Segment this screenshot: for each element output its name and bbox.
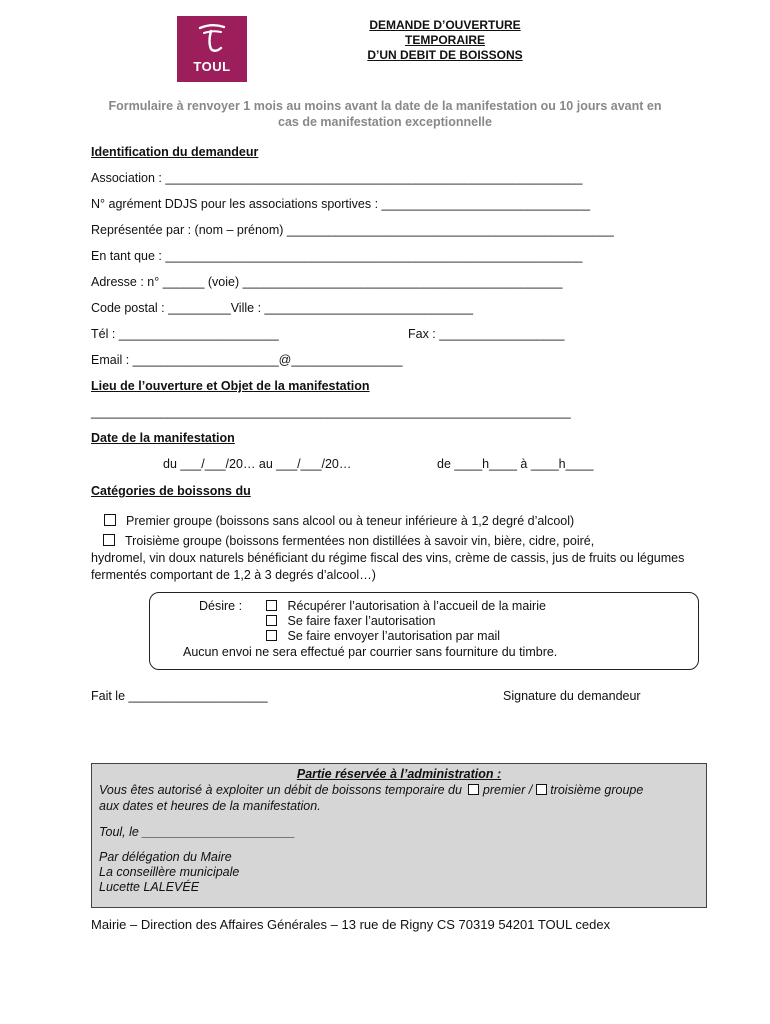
- option-mail[interactable]: [266, 629, 500, 643]
- hours-range-field[interactable]: de ____h____ à ____h____: [437, 457, 594, 471]
- groupe1-label: Premier groupe (boissons sans alcool ou à teneur inférieure à 1,2 degré d’alcool): [126, 514, 575, 528]
- groupe3-label: Troisième groupe (boissons fermentées non distillées à savoir vin, bière, cidre, poiré,: [125, 534, 595, 548]
- code-postal-field[interactable]: Code postal : _________Ville : ______________________________: [91, 301, 474, 315]
- option-recuperer-label: Récupérer l’autorisation à l’accueil de la mairie: [287, 599, 546, 613]
- admin-text-part2: aux dates et heures de la manifestation.: [99, 799, 321, 813]
- lieu-heading: Lieu de l’ouverture et Objet de la manifestation: [91, 379, 370, 393]
- subtitle-line: cas de manifestation exceptionnelle: [278, 115, 492, 129]
- option-recuperer-checkbox[interactable]: [266, 600, 277, 611]
- subtitle-line: Formulaire à renvoyer 1 mois au moins avant la date de la manifestation ou 10 jours avant en: [108, 99, 662, 113]
- admin-opt2-label: troisième groupe: [550, 783, 644, 797]
- groupe1-option[interactable]: [104, 514, 574, 528]
- conseillere-line: La conseillère municipale: [99, 865, 240, 879]
- title-line: DEMANDE D’OUVERTURE: [369, 18, 521, 32]
- date-heading: Date de la manifestation: [91, 431, 235, 445]
- lieu-field[interactable]: _____________________________________________________________________: [91, 405, 571, 419]
- option-fax-label: Se faire faxer l’autorisation: [287, 614, 436, 628]
- representee-field[interactable]: Représentée par : (nom – prénom) _______________________________________________: [91, 223, 614, 237]
- submission-instructions: [90, 98, 680, 130]
- admin-opt1-label: premier /: [482, 783, 533, 797]
- signature-label: Signature du demandeur: [503, 689, 641, 703]
- en-tant-que-field[interactable]: En tant que : ____________________________________________________________: [91, 249, 583, 263]
- fax-field[interactable]: Fax : __________________: [408, 327, 565, 341]
- option-recuperer[interactable]: [266, 599, 546, 613]
- footer-address: Mairie – Direction des Affaires Générales – 13 rue de Rigny CS 70319 54201 TOUL cedex: [91, 917, 611, 932]
- title-line: TEMPORAIRE: [404, 33, 485, 47]
- groupe1-checkbox[interactable]: [104, 514, 116, 526]
- admin-text-part1: Vous êtes autorisé à exploiter un débit de boissons temporaire du: [99, 783, 462, 797]
- option-fax-checkbox[interactable]: [266, 615, 277, 626]
- signatory-name: Lucette LALEVÉE: [99, 880, 200, 894]
- delegation-line: Par délégation du Maire: [99, 850, 232, 864]
- title-line: D’UN DEBIT DE BOISSONS: [367, 48, 523, 62]
- toul-le-field: Toul, le ______________________: [99, 825, 296, 839]
- date-range-field[interactable]: du ___/___/20… au ___/___/20…: [163, 457, 352, 471]
- option-fax[interactable]: [266, 614, 435, 628]
- desire-label: Désire :: [199, 599, 243, 613]
- association-field[interactable]: Association : ____________________________________________________________: [91, 171, 583, 185]
- email-field[interactable]: Email : _____________________@________________: [91, 353, 403, 367]
- admin-troisieme-checkbox[interactable]: [536, 784, 547, 795]
- admin-signature-block: [99, 850, 239, 895]
- toul-logo-emblem-icon: [196, 22, 228, 56]
- fait-le-field[interactable]: Fait le ____________________: [91, 689, 268, 703]
- categories-heading: Catégories de boissons du: [91, 484, 251, 498]
- option-mail-checkbox[interactable]: [266, 630, 277, 641]
- agrement-field[interactable]: N° agrément DDJS pour les associations sportives : ______________________________: [91, 197, 591, 211]
- groupe3-first-line: [91, 533, 691, 550]
- admin-section: [91, 763, 707, 908]
- admin-heading: Partie réservée à l’administration :: [296, 767, 502, 781]
- delivery-note: Aucun envoi ne sera effectué par courrier sans fourniture du timbre.: [183, 645, 558, 659]
- admin-authorization-text: [99, 782, 699, 814]
- logo-text: TOUL: [193, 59, 231, 74]
- groupe3-option[interactable]: [91, 533, 691, 584]
- tel-field[interactable]: Tél : _______________________: [91, 327, 279, 341]
- admin-premier-checkbox[interactable]: [468, 784, 479, 795]
- identification-heading: Identification du demandeur: [91, 145, 259, 159]
- adresse-field[interactable]: Adresse : n° ______ (voie) ______________________________________________: [91, 275, 563, 289]
- toul-logo: [177, 16, 247, 82]
- groupe3-description: hydromel, vin doux naturels bénéficiant du régime fiscal des vins, crème de cassis, jus de fruits ou légumes fermentés comportant de 1,2 à 3 degrés d’alcool…): [91, 551, 685, 582]
- groupe3-checkbox[interactable]: [103, 534, 115, 546]
- document-title: [330, 18, 560, 63]
- option-mail-label: Se faire envoyer l’autorisation par mail: [287, 629, 501, 643]
